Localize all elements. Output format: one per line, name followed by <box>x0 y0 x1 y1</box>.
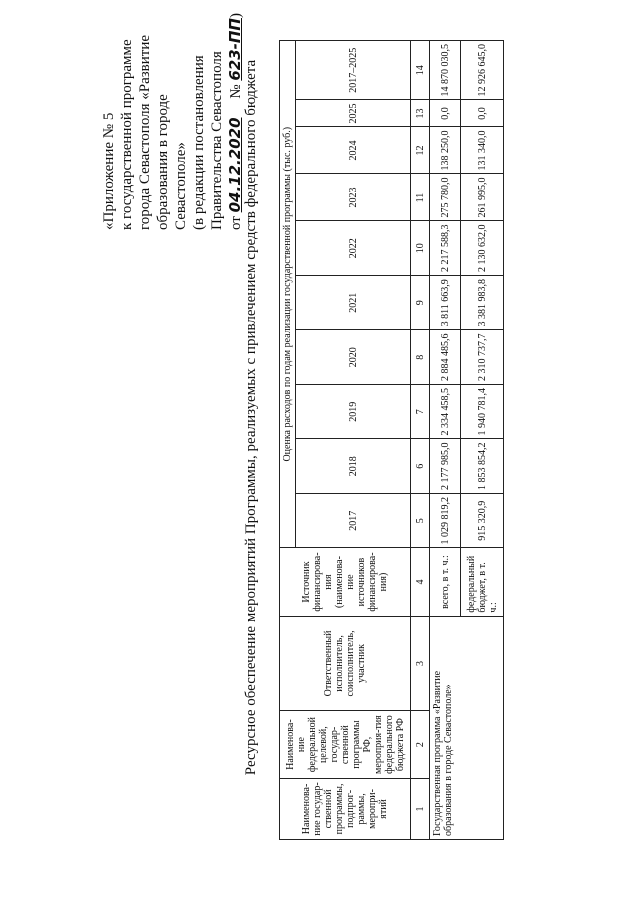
header-row-group <box>280 41 296 840</box>
value-cell: 1 853 854,2 <box>461 439 504 494</box>
resource-table <box>279 40 504 840</box>
value-cell: 2 310 737,7 <box>461 330 504 385</box>
appendix-block <box>100 0 245 230</box>
year-header: 2017–2025 <box>296 41 411 101</box>
year-header: 2017 <box>296 494 411 549</box>
table-row <box>430 41 461 840</box>
index-row <box>411 41 430 840</box>
value-cell: 0,0 <box>461 100 504 127</box>
value-cell: 2 177 985,0 <box>430 439 461 494</box>
value-cell: 2 334 458,5 <box>430 385 461 440</box>
index-cell: 13 <box>411 100 430 127</box>
header-col1: Наименова-ние государ-ственной программы, подпрог-раммы, меропри-ятий <box>280 778 411 839</box>
year-header: 2018 <box>296 439 411 494</box>
year-header: 2022 <box>296 221 411 276</box>
index-cell: 11 <box>411 174 430 221</box>
header-group: Оценка расходов по годам реализации государственной программы (тыс. руб.) <box>280 41 296 549</box>
value-cell: 0,0 <box>430 100 461 127</box>
appendix-line: Правительства Севастополя <box>209 51 225 230</box>
source-cell: федеральный бюджет, в т. ч.: <box>461 548 504 616</box>
index-cell: 12 <box>411 127 430 174</box>
value-cell: 2 130 632,0 <box>461 221 504 276</box>
index-cell: 14 <box>411 41 430 101</box>
value-cell: 1 029 819,2 <box>430 494 461 549</box>
appendix-line: города Севастополя «Развитие <box>137 34 153 230</box>
rotated-page <box>32 0 592 860</box>
number-value: 623-ПП <box>226 18 244 81</box>
index-cell: 6 <box>411 439 430 494</box>
appendix-line: образования в городе <box>155 94 171 230</box>
date-value: 04.12.2020 <box>226 117 244 213</box>
header-col4: Источник финансирова-ния (наименова-ние источников финансирова-ния) <box>280 548 411 616</box>
index-cell: 5 <box>411 494 430 549</box>
year-header: 2023 <box>296 174 411 221</box>
source-cell: всего, в т. ч.: <box>430 548 461 616</box>
value-cell: 3 381 983,8 <box>461 276 504 331</box>
index-cell: 1 <box>411 778 430 839</box>
index-cell: 3 <box>411 616 430 711</box>
value-cell: 2 217 588,3 <box>430 221 461 276</box>
header-col2: Наименова-ние федеральной целевой, государ-ственной программы РФ, мероприя-тия федерального бюджета РФ <box>280 711 411 779</box>
number-suffix: ) <box>228 13 244 19</box>
value-cell: 2 884 485,6 <box>430 330 461 385</box>
header-col3: Ответственный исполнитель, соисполнитель, участник <box>280 616 411 711</box>
value-cell: 261 995,0 <box>461 174 504 221</box>
document-title: Ресурсное обеспечение мероприятий Программы, реализуемых с привлечением средств федерального бюджета <box>243 59 259 776</box>
value-cell: 1 940 781,4 <box>461 385 504 440</box>
appendix-line: Севастополе» <box>173 142 189 230</box>
index-cell: 9 <box>411 276 430 331</box>
year-header: 2021 <box>296 276 411 331</box>
appendix-line: «Приложение № 5 <box>101 112 117 230</box>
value-cell: 131 340,0 <box>461 127 504 174</box>
program-name-cell: Государственная программа «Развитие образования в городе Севастополе» <box>430 616 504 839</box>
index-cell: 4 <box>411 548 430 616</box>
appendix-line: (в редакции постановления <box>191 55 207 230</box>
year-header: 2024 <box>296 127 411 174</box>
date-prefix: от <box>228 216 244 230</box>
value-cell: 3 811 663,9 <box>430 276 461 331</box>
value-cell: 138 250,0 <box>430 127 461 174</box>
index-cell: 10 <box>411 221 430 276</box>
appendix-line: к государственной программе <box>119 39 135 230</box>
index-cell: 2 <box>411 711 430 779</box>
index-cell: 8 <box>411 330 430 385</box>
value-cell: 12 926 645,0 <box>461 41 504 101</box>
index-cell: 7 <box>411 385 430 440</box>
number-prefix: № <box>228 84 244 99</box>
year-header: 2019 <box>296 385 411 440</box>
value-cell: 915 320,9 <box>461 494 504 549</box>
year-header: 2025 <box>296 100 411 127</box>
value-cell: 14 870 030,5 <box>430 41 461 101</box>
year-header: 2020 <box>296 330 411 385</box>
value-cell: 275 780,0 <box>430 174 461 221</box>
